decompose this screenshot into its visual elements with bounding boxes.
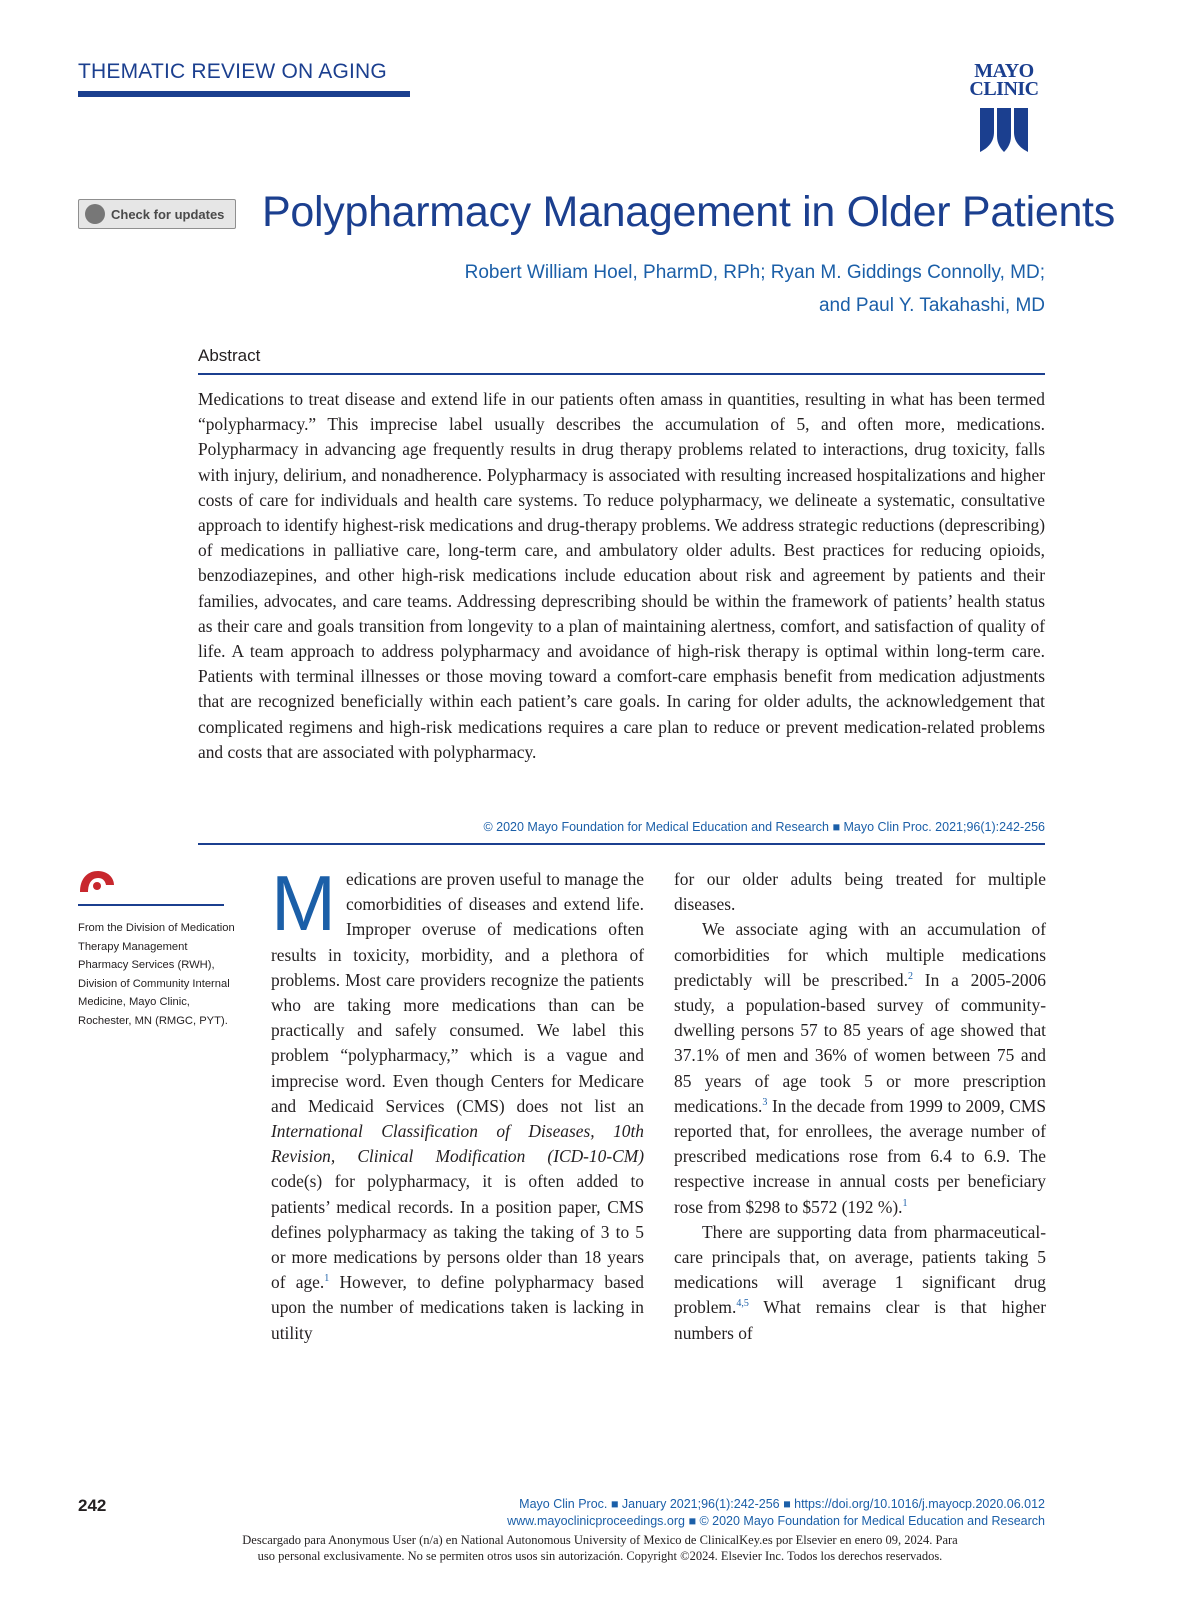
abstract-heading: Abstract: [198, 346, 261, 365]
col1-text-a: edications are proven useful to manage the comorbidities of diseases and extend life. Improper overuse of medications often results in toxicity, morbidity, and a plethora of problems. Most care providers recognize the patients who are taking more medications than can be practically and safely consumed. We label this problem “polypharmacy,” which is a vague and imprecise word. Even though Centers for Medicare and Medicaid Services (CMS) does not list an: [271, 869, 644, 1116]
col1-text-c: However, to define polypharmacy based upon the number of medications taken is lacking in utility: [271, 1272, 644, 1343]
authors-line-2[interactable]: and Paul Y. Takahashi, MD: [818, 295, 1045, 316]
col2-paragraph-2: [674, 917, 1046, 1219]
affiliation-note: From the Division of Medication Therapy Management Pharmacy Services (RWH), Division of Community Internal Medicine, Mayo Clinic, Rochester, MN (RMGC, PYT).: [78, 922, 235, 1027]
col2-text-b: In a 2005-2006 study, a population-based survey of community-dwelling persons 57 to 85 years of age showed that 37.1% of men and 36% of women between 75 and 85 years of age took 5 or more prescription medications.: [674, 969, 1046, 1116]
body-column-1: [271, 859, 644, 1346]
article-title: Polypharmacy Management in Older Patients: [262, 188, 1115, 236]
logo-text-line2: CLINIC: [969, 78, 1039, 100]
body-column-2: [674, 867, 1046, 1346]
abstract-copyright: © 2020 Mayo Foundation for Medical Education and Research ■ Mayo Clin Proc. 2021;96(1):242-256: [483, 820, 1045, 834]
affiliation-rule: [78, 904, 224, 906]
abstract-bottom-rule: [198, 843, 1045, 845]
page-number: 242: [78, 1496, 107, 1515]
section-underline: [78, 91, 410, 97]
col1-text-b: code(s) for polypharmacy, it is often added to patients’ medical records. In a position paper, CMS defines polypharmacy as taking the taking of 3 to 5 or more medications by persons older than 18 years of age.: [271, 1171, 644, 1293]
logo-wordmark: [958, 62, 1050, 98]
reference-link[interactable]: 1: [902, 1197, 908, 1209]
reference-link[interactable]: 1: [324, 1273, 330, 1285]
abstract-text: Medications to treat disease and extend life in our patients often amass in quantities, resulting in what has been termed “polypharmacy.” This imprecise label usually describes the accumulation of 5, and often more, medications. Polypharmacy in advancing age frequently results in drug therapy problems related to interactions, drug toxicity, falls with injury, delirium, and nonadherence. Polypharmacy is associated with resulting increased hospitalizations and higher costs of care for individuals and health care systems. To reduce polypharmacy, we delineate a systematic, consultative approach to identify highest-risk medications and drug-therapy problems. We address strategic reductions (deprescribing) of medications in palliative care, long-term care, and ambulatory older adults. Best practices for reducing opioids, benzodiazepines, and other high-risk medications include education about risk and agreement by patients and their families, advocates, and care teams. Addressing deprescribing should be within the framework of patients’ health status as their care and goals transition from longevity to a plan of maintaining alertness, comfort, and satisfaction of quality of life. A team approach to address polypharmacy and avoidance of high-risk therapy is optimal within long-term care. Patients with terminal illnesses or those moving toward a comfort-care emphasis benefit from medication adjustments that are recognized beneficially within each patient’s care goals. In caring for older adults, the acknowledgement that complicated regimens and high-risk medications requires a care plan to reduce or prevent medication-related problems and costs that are associated with polypharmacy.: [198, 389, 1045, 762]
mayo-clinic-logo[interactable]: [958, 62, 1058, 162]
reference-link[interactable]: 4,5: [736, 1298, 749, 1310]
check-for-updates-label: Check for updates: [111, 206, 225, 222]
reference-link[interactable]: 3: [762, 1097, 768, 1109]
section-label: THEMATIC REVIEW ON AGING: [78, 60, 387, 83]
col2-text-a: We associate aging with an accumulation of comorbidities for which multiple medications predictably will be prescribed.: [674, 919, 1046, 990]
reference-link[interactable]: 2: [907, 971, 913, 983]
affiliation-icon: [78, 868, 116, 896]
footer-website[interactable]: www.mayoclinicproceedings.org ■ © 2020 Mayo Foundation for Medical Education and Research: [507, 1514, 1045, 1528]
logo-text-line1: MAYO: [974, 60, 1034, 82]
shield-icon: [976, 106, 1032, 154]
footer-citation[interactable]: Mayo Clin Proc. ■ January 2021;96(1):242-256 ■ https://doi.org/10.1016/j.mayocp.2020.06.012: [519, 1497, 1045, 1511]
col2-text-d: There are supporting data from pharmaceutical-care principals that, on average, patients taking 5 medications will average 1 significant drug problem.: [674, 1221, 1046, 1318]
download-notice-line1: Descargado para Anonymous User (n/a) en National Autonomous University of Mexico de ClinicalKey.es por Elsevier en enero 09, 2024. Para: [242, 1533, 958, 1547]
check-for-updates-button[interactable]: [78, 199, 236, 229]
update-icon: [85, 204, 105, 224]
col2-text-e: What remains clear is that higher numbers of: [674, 1297, 1046, 1343]
col2-text-c: In the decade from 1999 to 2009, CMS reported that, for enrollees, the average number of prescribed medications rose from 6.4 to 6.9. The respective increase in annual costs per beneficiary rose from $298 to $572 (192 %).: [674, 1095, 1046, 1217]
download-notice-line2: uso personal exclusivamente. No se permiten otros usos sin autorización. Copyright ©2024. Elsevier Inc. Todos los derechos reservados.: [257, 1549, 943, 1563]
abstract-top-rule: [198, 373, 1045, 375]
authors-line-1[interactable]: Robert William Hoel, PharmD, RPh; Ryan M. Giddings Connolly, MD;: [464, 262, 1045, 283]
col2-paragraph-3: [674, 1220, 1046, 1346]
col1-italic-title: International Classification of Diseases, 10th Revision, Clinical Modification (ICD-10-CM): [271, 1121, 644, 1167]
drop-cap: M: [271, 859, 336, 947]
col2-paragraph-1: for our older adults being treated for multiple diseases.: [674, 869, 1046, 915]
